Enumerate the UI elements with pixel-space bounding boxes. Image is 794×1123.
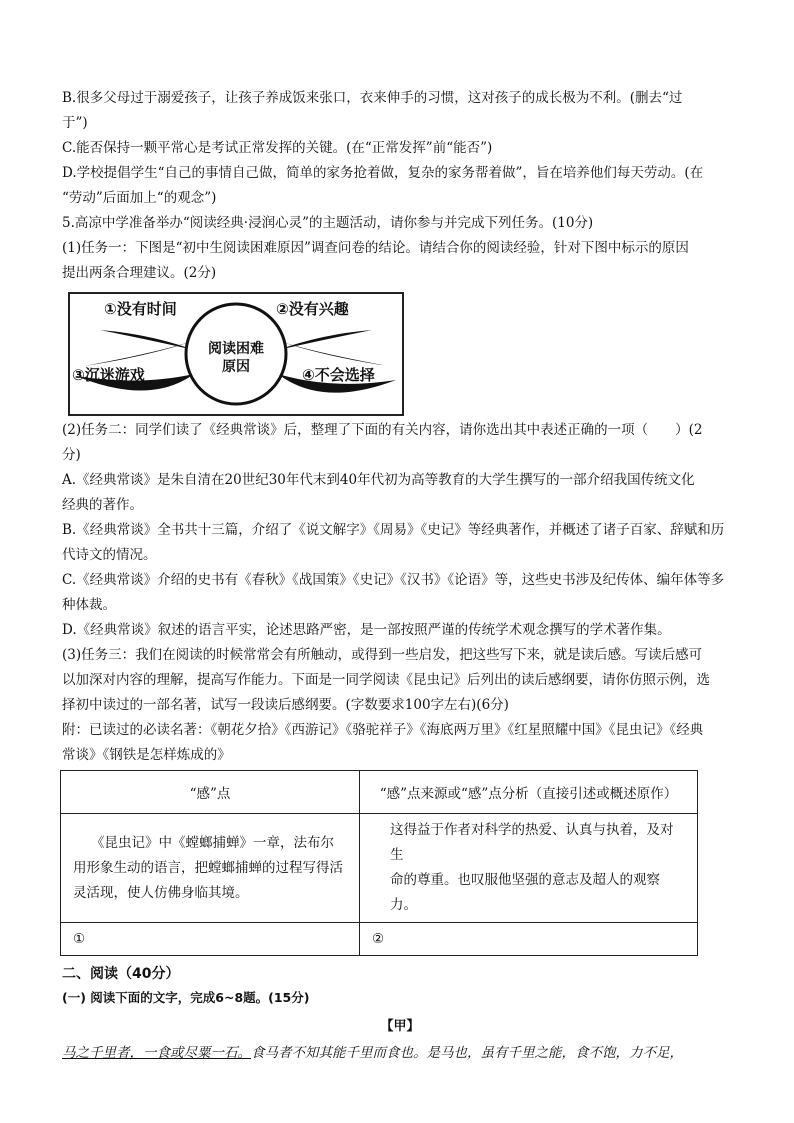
text-line: D.学校提倡学生“自己的事情自己做，简单的家务抢着做，复杂的家务帮着做”，旨在培养他们每天劳动。(在 <box>62 165 704 181</box>
passage-rest: 食马者不知其能千里而食也。是马也，虽有千里之能，食不饱，力不足， <box>251 1045 683 1061</box>
reason-gaming: ③沉迷游戏 <box>72 366 145 384</box>
table-row <box>61 814 698 923</box>
book-list: 常谈》《钢铁是怎样炼成的》 <box>62 747 231 763</box>
reflection-table <box>60 770 698 956</box>
task-1-text: 提出两条合理建议。(2分) <box>62 265 217 281</box>
reason-no-interest: ②没有兴趣 <box>276 300 349 318</box>
blank-cell-1[interactable]: ① <box>61 923 360 956</box>
option-b: B.《经典常谈》全书共十三篇，介绍了《说文解字》《周易》《史记》等经典著作，并概述了诸子百家、辞赋和历 <box>62 522 725 538</box>
blank-cell-2[interactable]: ② <box>360 923 698 956</box>
example-right-cell: 这得益于作者对科学的热爱、认真与执着，及对生 命的尊重。也叹服他坚强的意志及超人的观察力。 <box>360 814 698 923</box>
text-line: C.能否保持一颗平常心是考试正常发挥的关键。(在“正常发挥”前“能否”) <box>62 140 493 156</box>
diagram-center-label: 阅读困难 原因 <box>208 341 264 375</box>
section-title: 二、阅读（40分） <box>62 966 180 982</box>
option-a: 经典的著作。 <box>62 497 143 513</box>
option-d: D.《经典常谈》叙述的语言平实，论述思路严密，是一部按照严谨的传统学术观念撰写的学术著作集。 <box>62 622 671 638</box>
reason-no-time: ①没有时间 <box>104 300 177 318</box>
task-3-text: 以加深对内容的理解，提高写作能力。下面是一同学阅读《昆虫记》后列出的读后感纲要，请你仿照示例，选 <box>62 672 710 688</box>
exam-page <box>62 86 738 1066</box>
table-header: “感”点 <box>61 771 360 814</box>
reason-cannot-choose: ④不会选择 <box>302 366 375 384</box>
task-3-text: (3)任务三：我们在阅读的时候常常会有所触动，或得到一些启发，把这些写下来，就是读后感。写读后感可 <box>62 647 703 663</box>
table-header-row <box>61 771 698 814</box>
classical-passage <box>62 1040 738 1066</box>
question-5-heading: 5.高凉中学准备举办“阅读经典·浸润心灵”的主题活动，请你参与并完成下列任务。(10分) <box>62 215 594 231</box>
task-2-text: (2)任务二：同学们读了《经典常谈》后，整理了下面的有关内容，请你选出其中表述正确的一项（ ）(2 <box>62 422 703 438</box>
reading-difficulty-diagram <box>68 292 404 416</box>
book-list: 附：已读过的必读名著：《朝花夕拾》《西游记》《骆驼祥子》《海底两万里》《红星照耀中国》《昆虫记》《经典 <box>62 722 704 738</box>
table-header: “感”点来源或“感”点分析（直接引述或概述原作） <box>360 771 698 814</box>
option-a: A.《经典常谈》是朱自清在20世纪30年代末到40年代初为高等教育的大学生撰写的一部介绍我国传统文化 <box>62 472 695 488</box>
task-2-text: 分) <box>62 447 81 463</box>
example-left-cell: 《昆虫记》中《螳螂捕蝉》一章，法布尔 用形象生动的语言，把螳螂捕蝉的过程写得活 灵活现，使人仿佛身临其境。 <box>61 814 360 923</box>
task-3-text: 择初中读过的一部名著，试写一段读后感纲要。(字数要求100字左右)(6分) <box>62 697 509 713</box>
text-line: B.很多父母过于溺爱孩子，让孩子养成饭来张口，衣来伸手的习惯，这对孩子的成长极为不利。(删去“过 <box>62 90 683 106</box>
option-c: C.《经典常谈》介绍的史书有《春秋》《战国策》《史记》《汉书》《论语》等，这些史书涉及纪传体、编年体等多 <box>62 572 725 588</box>
option-b: 代诗文的情况。 <box>62 547 157 563</box>
passage-label: 【甲】 <box>380 1019 420 1034</box>
option-c: 种体裁。 <box>62 597 116 613</box>
table-row <box>61 923 698 956</box>
text-line: 于”) <box>62 115 88 131</box>
text-line: “劳动”后面加上“的观念”) <box>62 190 217 206</box>
passage-underlined: 马之千里者，一食或尽粟一石。 <box>62 1045 251 1061</box>
subsection-title: (一) 阅读下面的文字，完成6~8题。(15分) <box>62 990 310 1005</box>
task-1-text: (1)任务一：下图是“初中生阅读困难原因”调查问卷的结论。请结合你的阅读经验，针对下图中标示的原因 <box>62 240 689 256</box>
